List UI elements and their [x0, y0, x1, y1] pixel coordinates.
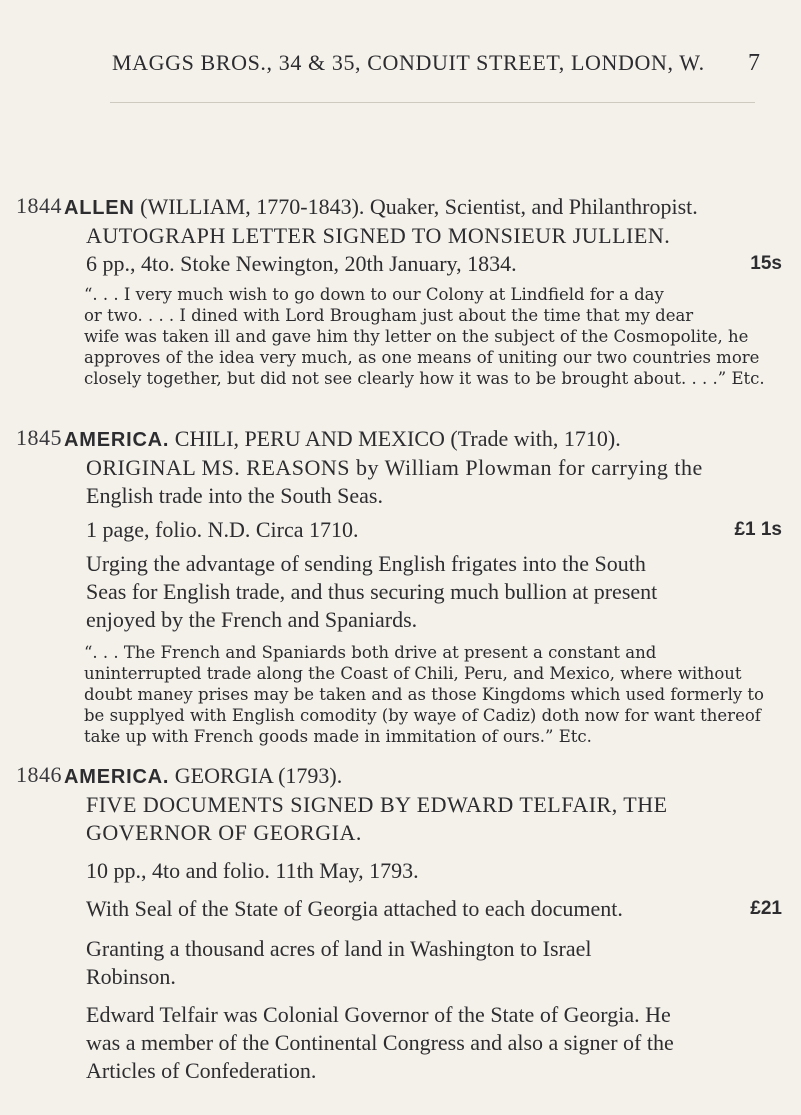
entry-heading: CHILI, PERU AND MEXICO (Trade with, 1710).	[174, 426, 621, 451]
note-line: Articles of Confederation.	[86, 1058, 317, 1083]
entry-body	[64, 762, 796, 1085]
quote-line: approves of the idea very much, as one means of uniting our two countries more	[84, 348, 760, 367]
quote-line: or two. . . . I dined with Lord Brougham just about the time that my dear	[84, 306, 694, 325]
quotation	[64, 642, 796, 747]
entry-body	[64, 425, 796, 747]
entry-details: 6 pp., 4to. Stoke Newington, 20th January, 1834.	[86, 251, 517, 276]
entry-name: AMERICA.	[64, 429, 170, 451]
quote-line: “. . . I very much wish to go down to our Colony at Lindfield for a day	[84, 285, 664, 304]
quotation	[64, 284, 796, 389]
entry-body	[64, 193, 796, 389]
lot-number: 1846	[16, 762, 62, 787]
entry-title: AUTOGRAPH LETTER SIGNED TO MONSIEUR JULLIEN.	[86, 223, 671, 248]
entry-description	[64, 550, 796, 634]
entry-heading: GEORGIA (1793).	[174, 763, 343, 788]
description-line: Granting a thousand acres of land in Washington to Israel	[86, 936, 592, 961]
description-line: Urging the advantage of sending English frigates into the South	[86, 551, 646, 576]
entry-title: GOVERNOR OF GEORGIA.	[86, 820, 362, 845]
quote-line: closely together, but did not see clearly how it was to be brought about. . . .” Etc.	[84, 369, 765, 388]
price: £1 1s	[734, 519, 782, 540]
seal-note: With Seal of the State of Georgia attached to each document.	[86, 896, 623, 921]
price: 15s	[750, 253, 782, 274]
quote-line: be supplyed with English comodity (by waye of Cadiz) doth now for want thereof	[84, 706, 761, 725]
quote-line: wife was taken ill and gave him thy letter on the subject of the Cosmopolite, he	[84, 327, 749, 346]
entry-name: AMERICA.	[64, 766, 170, 788]
description-line: Robinson.	[86, 964, 176, 989]
note-line: was a member of the Continental Congress and also a signer of the	[86, 1030, 674, 1055]
entry-details: 1 page, folio. N.D. Circa 1710.	[86, 517, 359, 542]
description-line: Seas for English trade, and thus securing much bullion at present	[86, 579, 658, 604]
entry-name: ALLEN	[64, 197, 135, 219]
lot-number: 1845	[16, 425, 62, 450]
running-header: MAGGS BROS., 34 & 35, CONDUIT STREET, LONDON, W.	[112, 50, 705, 75]
entry-title: FIVE DOCUMENTS SIGNED BY EDWARD TELFAIR, THE	[86, 792, 668, 817]
grant-description	[64, 935, 796, 991]
description-line: enjoyed by the French and Spaniards.	[86, 607, 418, 632]
entry-title: English trade into the South Seas.	[86, 483, 383, 508]
entry-title: ORIGINAL MS. REASONS by William Plowman for carrying the	[86, 455, 703, 480]
lot-number: 1844	[16, 193, 62, 218]
quote-line: “. . . The French and Spaniards both drive at present a constant and	[84, 643, 657, 662]
page-number: 7	[748, 50, 760, 76]
biographical-note	[64, 1001, 796, 1085]
quote-line: uninterrupted trade along the Coast of Chili, Peru, and Mexico, where without	[84, 664, 742, 683]
header-rule	[110, 102, 755, 103]
quote-line: doubt maney prises may be taken and as those Kingdoms which used formerly to	[84, 685, 764, 704]
entry-details: 10 pp., 4to and folio. 11th May, 1793.	[86, 858, 419, 883]
entry-heading: (WILLIAM, 1770-1843). Quaker, Scientist, and Philanthropist.	[140, 194, 698, 219]
note-line: Edward Telfair was Colonial Governor of the State of Georgia. He	[86, 1002, 671, 1027]
price: £21	[750, 898, 782, 919]
quote-line: take up with French goods made in immitation of ours.” Etc.	[84, 727, 592, 746]
